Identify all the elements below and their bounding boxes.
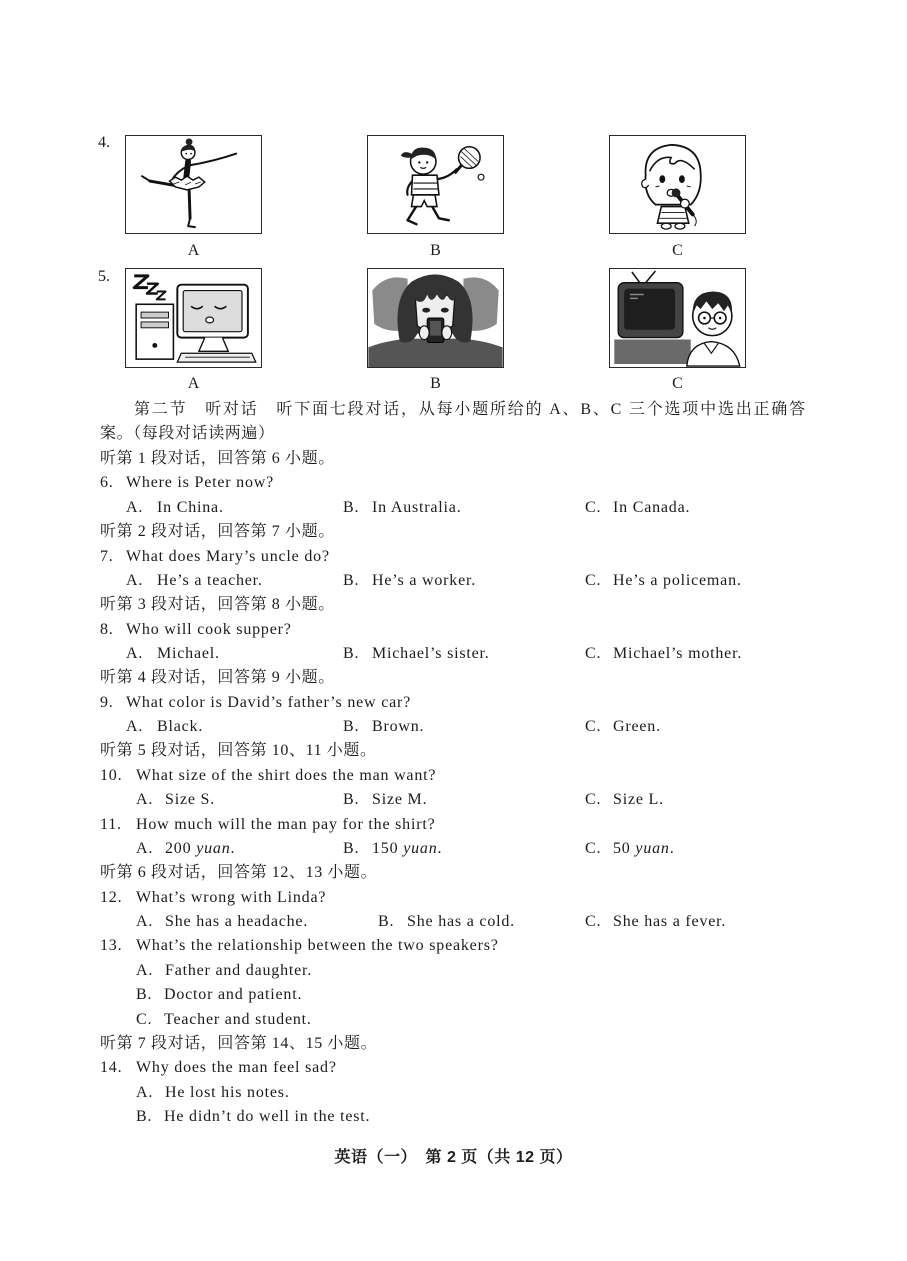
dialogue-intro-1: 听第 1 段对话，回答第 6 小题。 <box>100 450 335 467</box>
option-13c <box>136 1008 312 1032</box>
question-number: 12. <box>100 889 123 906</box>
question-8 <box>100 618 292 642</box>
question-text: What size of the shirt does the man want? <box>136 767 437 784</box>
question-text: What’s wrong with Linda? <box>136 889 327 906</box>
option-letter: B. <box>343 572 360 589</box>
ballet-dancer-icon <box>126 136 261 233</box>
option-letter: A. <box>126 572 144 589</box>
option-6b <box>343 496 462 520</box>
option-text: Brown. <box>372 718 425 735</box>
option-12b <box>378 910 515 934</box>
option-letter: A. <box>126 499 144 516</box>
question-number: 11. <box>100 816 122 833</box>
option-12c <box>585 910 726 934</box>
question-number: 6. <box>100 474 114 491</box>
question-number: 8. <box>100 621 114 638</box>
option-text: Father and daughter. <box>165 962 313 979</box>
option-6a <box>126 496 224 520</box>
question-9 <box>100 691 411 715</box>
picture-label-5a: A <box>187 375 200 392</box>
option-6c <box>585 496 690 520</box>
boy-watching-tv-drawing <box>614 271 739 366</box>
option-9b <box>343 715 424 739</box>
option-punctuation: . <box>437 840 443 857</box>
option-punctuation: . <box>230 840 236 857</box>
option-letter: A. <box>136 913 154 930</box>
boy-watching-tv-icon <box>610 269 745 367</box>
option-text: Teacher and student. <box>164 1011 312 1028</box>
option-letter: B. <box>378 913 395 930</box>
option-14b <box>136 1105 370 1129</box>
ballet-dancer-drawing <box>142 138 236 227</box>
question-text: How much will the man pay for the shirt? <box>136 816 436 833</box>
option-text: Size M. <box>372 791 428 808</box>
option-text: He’s a policeman. <box>613 572 742 589</box>
dialogue-intro-3: 听第 3 段对话，回答第 8 小题。 <box>100 596 335 613</box>
girl-using-phone-drawing <box>368 274 502 367</box>
option-7b <box>343 569 476 593</box>
option-text: Michael’s sister. <box>372 645 490 662</box>
option-text: In Australia. <box>372 499 462 516</box>
picture-option-5b <box>367 268 504 368</box>
question-text: Why does the man feel sad? <box>136 1059 337 1076</box>
girl-using-phone-icon <box>368 269 503 367</box>
option-text: Size L. <box>613 791 664 808</box>
option-letter: B. <box>343 718 360 735</box>
ping-pong-player-icon <box>368 136 503 233</box>
question-12 <box>100 886 326 910</box>
option-text: Black. <box>157 718 204 735</box>
question-number: 4. <box>98 134 110 151</box>
sleeping-computer-icon <box>126 269 261 367</box>
option-text: She has a fever. <box>613 913 727 930</box>
ping-pong-player-drawing <box>401 147 484 224</box>
dialogue-intro-2: 听第 2 段对话，回答第 7 小题。 <box>100 523 335 540</box>
option-text: Doctor and patient. <box>164 986 303 1003</box>
sleeping-computer-drawing <box>134 276 256 362</box>
option-letter: C. <box>585 718 602 735</box>
option-text: She has a headache. <box>165 913 309 930</box>
option-amount: 150 <box>372 840 399 857</box>
option-letter: B. <box>136 1108 153 1125</box>
section-heading-continued: 案。（每段对话读两遍） <box>100 425 275 442</box>
option-9c <box>585 715 661 739</box>
question-number: 10. <box>100 767 123 784</box>
option-14a <box>136 1081 290 1105</box>
question-text: What color is David’s father’s new car? <box>126 694 412 711</box>
question-number: 7. <box>100 548 114 565</box>
option-text: She has a cold. <box>407 913 515 930</box>
option-amount: 200 <box>165 840 192 857</box>
question-text: What does Mary’s uncle do? <box>126 548 330 565</box>
option-text: In China. <box>157 499 224 516</box>
option-letter: B. <box>343 840 360 857</box>
option-letter: C. <box>585 791 602 808</box>
option-letter: C. <box>585 572 602 589</box>
option-letter: A. <box>136 840 154 857</box>
question-text: Where is Peter now? <box>126 474 275 491</box>
option-text: Size S. <box>165 791 216 808</box>
option-letter: A. <box>136 962 154 979</box>
question-text: What’s the relationship between the two speakers? <box>136 937 499 954</box>
option-11a <box>136 837 235 861</box>
option-13a <box>136 959 312 983</box>
option-letter: B. <box>343 645 360 662</box>
option-11b <box>343 837 442 861</box>
picture-option-4c <box>609 135 746 234</box>
option-text: He’s a teacher. <box>157 572 263 589</box>
option-13b <box>136 983 302 1007</box>
option-12a <box>136 910 308 934</box>
picture-label-4c: C <box>672 242 683 259</box>
question-number: 14. <box>100 1059 123 1076</box>
option-letter: B. <box>136 986 153 1003</box>
question-13 <box>100 934 499 958</box>
option-letter: B. <box>343 499 360 516</box>
option-10a <box>136 788 215 812</box>
option-unit: yuan <box>196 840 231 857</box>
option-7a <box>126 569 263 593</box>
question-6 <box>100 471 274 495</box>
question-10 <box>100 764 436 788</box>
dialogue-intro-5: 听第 5 段对话，回答第 10、11 小题。 <box>100 742 377 759</box>
option-7c <box>585 569 742 593</box>
question-number: 5. <box>98 268 110 285</box>
question-7 <box>100 545 330 569</box>
option-text: He’s a worker. <box>372 572 477 589</box>
option-8c <box>585 642 742 666</box>
picture-label-4b: B <box>430 242 441 259</box>
girl-singing-icon <box>610 136 745 233</box>
page-footer: 英语（一） 第 2 页（共 12 页） <box>334 1149 573 1166</box>
dialogue-intro-7: 听第 7 段对话，回答第 14、15 小题。 <box>100 1035 378 1052</box>
option-text: Green. <box>613 718 661 735</box>
option-8b <box>343 642 490 666</box>
option-letter: C. <box>585 499 602 516</box>
question-number: 9. <box>100 694 114 711</box>
picture-option-4a <box>125 135 262 234</box>
dialogue-intro-4: 听第 4 段对话，回答第 9 小题。 <box>100 669 335 686</box>
option-letter: C. <box>136 1011 153 1028</box>
question-11 <box>100 813 436 837</box>
question-14 <box>100 1056 337 1080</box>
section-heading: 第二节 听对话 听下面七段对话，从每小题所给的 A、B、C 三个选项中选出正确答 <box>134 401 807 418</box>
option-text: He didn’t do well in the test. <box>164 1108 371 1125</box>
option-10b <box>343 788 427 812</box>
option-letter: A. <box>126 718 144 735</box>
option-unit: yuan <box>403 840 438 857</box>
option-amount: 50 <box>613 840 631 857</box>
picture-option-5c <box>609 268 746 368</box>
picture-label-5c: C <box>672 375 683 392</box>
option-text: Michael’s mother. <box>613 645 743 662</box>
option-letter: B. <box>343 791 360 808</box>
option-10c <box>585 788 664 812</box>
picture-label-5b: B <box>430 375 441 392</box>
option-text: Michael. <box>157 645 220 662</box>
option-letter: A. <box>136 791 154 808</box>
girl-singing-drawing <box>642 145 701 229</box>
option-letter: A. <box>126 645 144 662</box>
dialogue-intro-6: 听第 6 段对话，回答第 12、13 小题。 <box>100 864 378 881</box>
option-letter: A. <box>136 1084 154 1101</box>
question-number: 13. <box>100 937 123 954</box>
option-9a <box>126 715 203 739</box>
question-text: Who will cook supper? <box>126 621 292 638</box>
picture-label-4a: A <box>187 242 200 259</box>
option-letter: C. <box>585 840 602 857</box>
option-punctuation: . <box>669 840 675 857</box>
option-letter: C. <box>585 645 602 662</box>
option-letter: C. <box>585 913 602 930</box>
option-unit: yuan <box>635 840 670 857</box>
option-11c <box>585 837 675 861</box>
option-text: He lost his notes. <box>165 1084 290 1101</box>
option-8a <box>126 642 220 666</box>
picture-option-5a <box>125 268 262 368</box>
option-text: In Canada. <box>613 499 691 516</box>
picture-option-4b <box>367 135 504 234</box>
